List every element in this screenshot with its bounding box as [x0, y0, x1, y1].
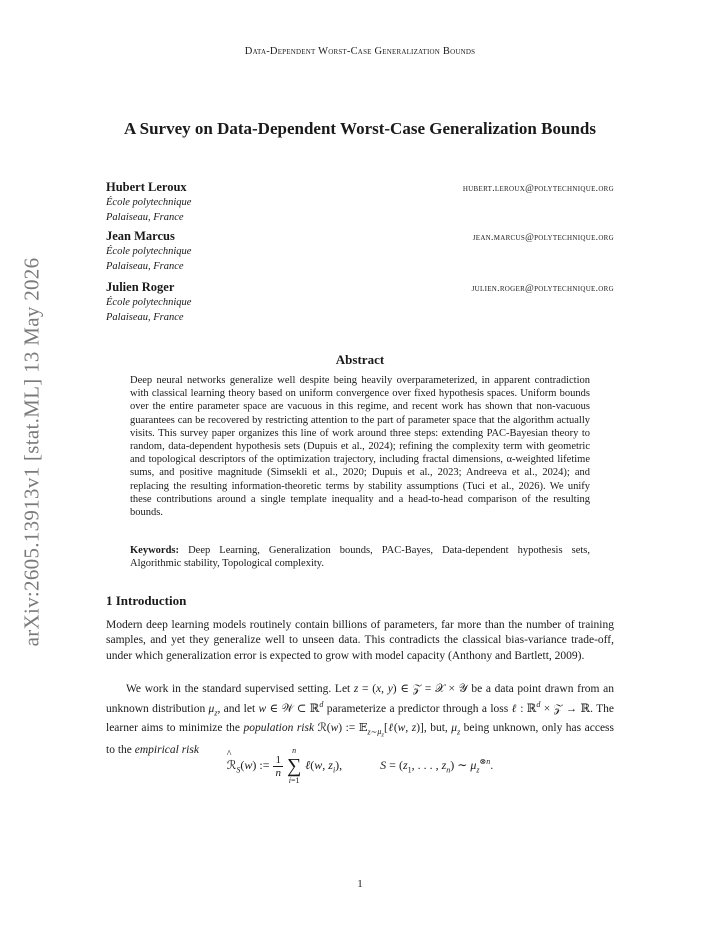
- author-name: Hubert Leroux: [106, 180, 187, 194]
- math-inline: ℓ : ℝ$^d$ × 𝒵 → ℝ: [511, 700, 591, 716]
- text-span: We work in the standard supervised setting. Let: [126, 683, 354, 695]
- equation-empirical-risk: ℛ ^ $_S$(w) := $\frac{1}{n}$ n ∑ i=1 ℓ(w, $z_i$), $S = (z_1$, . . . , $z_n$) ∼ $\mu_z^{\otimes n}$.: [226, 746, 494, 785]
- math-inline: $\mu_z$: [208, 703, 218, 718]
- author-email: julien.roger@polytechnique.org: [471, 284, 614, 294]
- author-affiliation: École polytechnique: [106, 197, 192, 208]
- author-name: Julien Roger: [106, 280, 175, 294]
- section-heading: 1 Introduction: [106, 593, 187, 608]
- keywords-label: Keywords:: [130, 545, 179, 556]
- keywords-list: Deep Learning, Generalization bounds, PAC-Bayes, Data-dependent hypothesis sets, Algorithmic stability, Topological complexity.: [130, 545, 590, 570]
- arxiv-stamp: arXiv:2605.13913v1 [stat.ML] 13 May 2026: [19, 257, 44, 647]
- math-inline: $\mu_z$: [451, 721, 461, 737]
- keywords: [130, 544, 590, 570]
- math-inline: ℛ(w) := 𝔼$_{z\sim\mu_z}$[ℓ(w, z)]: [317, 721, 424, 739]
- running-header: Data-Dependent Worst-Case Generalization Bounds: [244, 46, 476, 57]
- author-affiliation: École polytechnique: [106, 246, 192, 257]
- text-span: parameterize a predictor through a loss: [323, 703, 512, 716]
- term-emphasis: empirical risk: [134, 744, 199, 757]
- text-span: being unknown, only has access to the: [106, 721, 614, 757]
- text-span: , but,: [423, 721, 452, 734]
- text-span: be a data point drawn from an unknown distribution: [106, 683, 614, 716]
- author-name: Jean Marcus: [106, 229, 175, 243]
- page-number: 1: [357, 878, 363, 890]
- author-location: Palaiseau, France: [106, 312, 184, 323]
- author-location: Palaiseau, France: [106, 261, 184, 272]
- paper-title: A Survey on Data-Dependent Worst-Case Generalization Bounds: [124, 119, 596, 138]
- abstract-heading: Abstract: [335, 352, 385, 367]
- text-span: . The learner aims to minimize the: [106, 703, 614, 734]
- author-block: [106, 180, 614, 225]
- math-inline: w ∈ 𝒲 ⊂ ℝ$^d$: [258, 700, 324, 716]
- term-emphasis: population risk: [243, 721, 315, 734]
- author-affiliation: École polytechnique: [106, 297, 192, 308]
- author-email: jean.marcus@polytechnique.org: [472, 233, 614, 243]
- author-location: Palaiseau, France: [106, 212, 184, 223]
- author-block: [106, 229, 614, 274]
- intro-paragraph: Modern deep learning models routinely contain billions of parameters, far more than the number of training samples, and yet they generalize well to unseen data. This contradicts the classical bias-variance trade-off, under which generalization error is expected to grow with model capacity (Anthony and Bartlett, 2009).: [106, 619, 614, 662]
- author-email: hubert.leroux@polytechnique.org: [462, 184, 614, 194]
- math-inline: z = (x, y) ∈ 𝒵 = 𝒳 × 𝒴: [353, 683, 468, 695]
- abstract-text: Deep neural networks generalize well despite being heavily overparameterized, in apparent contradiction with classical learning theory based on uniform convergence over fixed hypothesis spaces. Uniform bounds over the entire parameter space are vacuous in this regime, and recent work has shown that non-vacuous guarantees can be recovered by restricting attention to the part of parameter space that the algorithm actually visits. This survey paper organizes this line of work around three steps: extending PAC-Bayesian theory to random, data-dependent hypothesis sets (Dupuis et al., 2024); refining the complexity term with geometric and topological descriptors of the optimization trajectory, including fractal dimensions, α-weighted lifetime sums, and positive magnitude (Simsekli et al., 2020; Dupuis et al., 2023; Andreeva et al., 2024); and replacing the resulting information-theoretic terms by stability assumptions (Tuci et al., 2026). We unify these contributions around a single template inequality and a head-to-head comparison of the resulting bounds.: [130, 375, 590, 519]
- author-block: [106, 280, 614, 325]
- text-span: , and let: [217, 703, 259, 716]
